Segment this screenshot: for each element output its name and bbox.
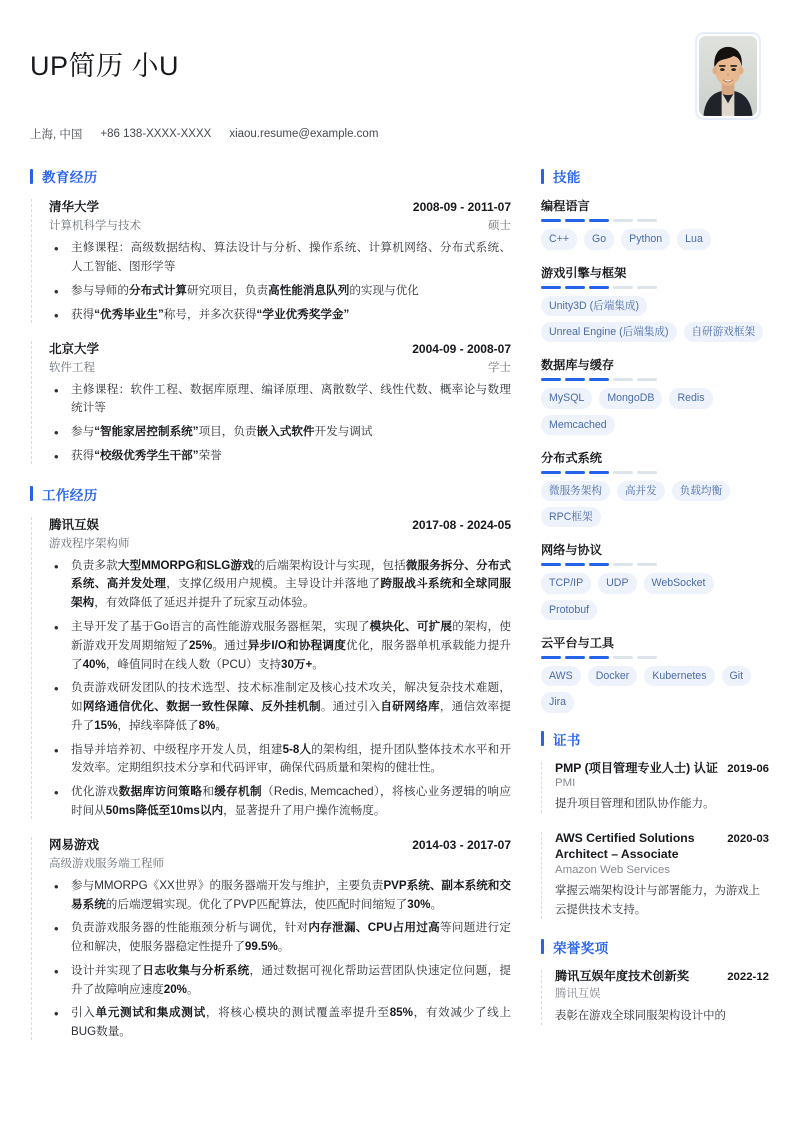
skill-level-dash-icon	[637, 286, 657, 289]
skill-tag: AWS	[541, 666, 581, 686]
header-text-block	[30, 32, 695, 142]
entry-date: 2019-06	[727, 762, 769, 775]
list-item: • 参与“智能家居控制系统”项目，负责嵌入式软件开发与调试	[49, 423, 511, 442]
entry-bullet-list	[49, 381, 511, 466]
entry-issuer: PMI	[555, 777, 576, 790]
skill-tag-list	[541, 573, 769, 620]
section-accent-bar-icon	[30, 486, 33, 501]
section-accent-bar-icon	[541, 731, 544, 746]
skill-tag: C++	[541, 229, 577, 249]
list-item: • 获得“校级优秀学生干部”荣誉	[49, 447, 511, 466]
section-awards	[541, 937, 769, 1027]
entry-bullet-list	[49, 239, 511, 324]
skill-group-label: 云平台与工具	[541, 636, 615, 651]
list-item: • 主修课程：软件工程、数据库原理、编译原理、离散数学、线性代数、概率论与数理统计等	[49, 381, 511, 419]
contact-line	[30, 126, 695, 142]
entry-issuer: Amazon Web Services	[555, 863, 671, 876]
avatar	[695, 32, 761, 120]
list-item: • 指导并培养初、中级程序开发人员，组建5-8人的架构组，提升团队整体技术水平和开发效率。定期组织技术分享和代码评审，确保代码质量和架构的健壮性。	[49, 741, 511, 779]
entry-issuer: 腾讯互娱	[555, 988, 601, 1001]
skill-level-dash-icon	[565, 286, 585, 289]
skill-level-dash-icon	[637, 471, 657, 474]
list-item: • 负责多款大型MMORPG和SLG游戏的后端架构设计与实现，包括微服务拆分、分布式系统、高并发处理，支撑亿级用户规模。主导设计并落地了跨服战斗系统和全球同服架构，有效降低了延迟并提升了玩家互动体验。	[49, 557, 511, 613]
section-header-certificates	[541, 729, 769, 749]
skill-tag: Unreal Engine (后端集成)	[541, 322, 677, 342]
skill-tag: Jira	[541, 692, 574, 712]
contact-location: 上海, 中国	[30, 129, 83, 142]
skill-group	[541, 449, 769, 528]
entry-description: 表彰在游戏全球同服架构设计中的	[555, 1010, 726, 1023]
entry-date: 2020-03	[727, 832, 769, 845]
list-item: • 参与MMORPG《XX世界》的服务器端开发与维护，主要负责PVP系统、副本系统和交易系统的后端逻辑实现。优化了PVP匹配算法，使匹配时间缩短了30%。	[49, 877, 511, 915]
skill-level-dash-icon	[637, 219, 657, 222]
skill-level-dash-icon	[589, 219, 609, 222]
skill-level-dash-icon	[541, 378, 561, 381]
section-title: 荣誉奖项	[553, 940, 609, 956]
entry-date: 2022-12	[727, 970, 769, 983]
skill-tag-list	[541, 296, 769, 343]
skill-group-label: 游戏引擎与框架	[541, 265, 627, 280]
skill-group	[541, 356, 769, 435]
skill-tag: Unity3D (后端集成)	[541, 296, 647, 316]
list-item: • 优化游戏数据库访问策略和缓存机制（Redis, Memcached），将核心业务逻辑的响应时间从50ms降低至10ms以内，显著提升了用户操作流畅度。	[49, 783, 511, 821]
section-title: 技能	[553, 170, 581, 186]
section-header-education	[30, 166, 511, 186]
skill-level-dash-icon	[589, 563, 609, 566]
skill-group	[541, 197, 769, 249]
skill-level-dash-icon	[613, 471, 633, 474]
skill-level-dash-icon	[541, 286, 561, 289]
entry-date: 2014-03 - 2017-07	[412, 837, 511, 852]
section-education	[30, 166, 511, 465]
entry-organization: 北京大学	[49, 341, 100, 356]
section-skills	[541, 166, 769, 712]
entry-title: 腾讯互娱年度技术创新奖	[555, 968, 690, 983]
certificate-entry	[541, 830, 769, 921]
entry-organization: 清华大学	[49, 200, 100, 215]
skill-level-dash-icon	[565, 563, 585, 566]
entry-bullet-list	[49, 557, 511, 821]
skill-tag: TCP/IP	[541, 573, 591, 593]
list-item: • 获得“优秀毕业生”称号，并多次获得“学业优秀奖学金”	[49, 306, 511, 325]
entry-role: 软件工程	[49, 361, 95, 374]
education-entry	[30, 339, 511, 466]
skill-level-dash-icon	[589, 471, 609, 474]
skill-tag: UDP	[598, 573, 636, 593]
list-item: • 主导开发了基于Go语言的高性能游戏服务器框架，实现了模块化、可扩展的架构，使新游戏开发周期缩短了25%。通过异步I/O和协程调度优化，服务器单机承载能力提升了40%，峰值同时在线人数（PCU）支持30万+。	[49, 618, 511, 674]
skill-level-dash-icon	[613, 286, 633, 289]
certificate-list	[541, 760, 769, 921]
skill-group-label: 分布式系统	[541, 450, 602, 465]
skill-tag: Redis	[669, 388, 712, 408]
skill-level-meter	[541, 563, 769, 566]
skill-level-dash-icon	[589, 378, 609, 381]
skill-level-dash-icon	[541, 656, 561, 659]
skill-level-dash-icon	[589, 656, 609, 659]
entry-bullet-list	[49, 877, 511, 1042]
entry-date: 2008-09 - 2011-07	[412, 200, 511, 215]
section-accent-bar-icon	[541, 939, 544, 954]
skill-tag-list	[541, 229, 769, 249]
skill-tag: 自研游戏框架	[684, 322, 764, 342]
entry-title: AWS Certified Solutions Architect – Associate	[555, 830, 695, 862]
skill-level-dash-icon	[613, 656, 633, 659]
entry-role: 高级游戏服务端工程师	[49, 857, 164, 870]
section-title: 工作经历	[42, 487, 98, 503]
section-accent-bar-icon	[541, 169, 544, 184]
entry-organization: 腾讯互娱	[49, 517, 100, 532]
skill-level-dash-icon	[637, 563, 657, 566]
list-item: • 引入单元测试和集成测试，将核心模块的测试覆盖率提升至85%，有效减少了线上BUG数量。	[49, 1004, 511, 1042]
entry-date: 2004-09 - 2008-07	[412, 341, 511, 356]
skill-level-dash-icon	[565, 219, 585, 222]
skill-tag: MySQL	[541, 388, 592, 408]
skill-tag: 负载均衡	[672, 481, 730, 501]
section-work-experience	[30, 484, 511, 1042]
skill-level-dash-icon	[637, 378, 657, 381]
skill-level-meter	[541, 219, 769, 222]
resume-header	[30, 18, 769, 142]
section-accent-bar-icon	[30, 169, 33, 184]
skill-level-dash-icon	[637, 656, 657, 659]
skill-tag-list	[541, 388, 769, 435]
skill-level-dash-icon	[541, 219, 561, 222]
entry-role: 游戏程序架构师	[49, 537, 130, 550]
education-entry	[30, 197, 511, 324]
skill-tag: Python	[621, 229, 670, 249]
list-item: • 负责游戏服务器的性能瓶颈分析与调优，针对内存泄漏、CPU占用过高等问题进行定位和解决，使服务器稳定性提升了99.5%。	[49, 919, 511, 957]
entry-description: 提升项目管理和团队协作能力。	[555, 798, 715, 811]
skill-group-label: 编程语言	[541, 199, 590, 214]
page-title: UP简历 小U	[30, 51, 180, 81]
section-header-skills	[541, 166, 769, 186]
list-item: • 参与导师的分布式计算研究项目，负责高性能消息队列的实现与优化	[49, 282, 511, 301]
entry-role: 计算机科学与技术	[49, 220, 141, 233]
skill-tag: Protobuf	[541, 600, 597, 620]
skill-level-meter	[541, 656, 769, 659]
section-title: 教育经历	[42, 170, 98, 186]
skill-tag-list	[541, 666, 769, 713]
right-column	[525, 166, 769, 1060]
skill-tag: 微服务架构	[541, 481, 610, 501]
resume-body	[30, 166, 769, 1060]
skill-level-dash-icon	[541, 471, 561, 474]
skill-tag: WebSocket	[644, 573, 714, 593]
skills-list	[541, 197, 769, 712]
skill-level-meter	[541, 378, 769, 381]
section-header-awards	[541, 937, 769, 957]
skill-tag: Git	[722, 666, 752, 686]
skill-tag: Memcached	[541, 415, 615, 435]
skill-tag: Lua	[677, 229, 711, 249]
entry-title: PMP (项目管理专业人士) 认证	[555, 760, 718, 775]
section-certificates	[541, 729, 769, 921]
skill-level-dash-icon	[565, 378, 585, 381]
entry-degree: 学士	[488, 361, 511, 374]
skill-level-meter	[541, 286, 769, 289]
entry-date: 2017-08 - 2024-05	[412, 517, 511, 532]
list-item: • 负责游戏研发团队的技术选型、技术标准制定及核心技术攻关，解决复杂技术难题，如网络通信优化、数据一致性保障、反外挂机制。通过引入自研网络库，通信效率提升了15%，掉线率降低了8%。	[49, 679, 511, 735]
contact-email: xiaou.resume@example.com	[229, 128, 379, 141]
skill-group-label: 数据库与缓存	[541, 358, 615, 373]
skill-tag: Kubernetes	[644, 666, 714, 686]
contact-phone: +86 138-XXXX-XXXX	[100, 128, 212, 141]
skill-group	[541, 541, 769, 620]
work-entry	[30, 515, 511, 821]
skill-level-dash-icon	[565, 656, 585, 659]
skill-tag: Docker	[588, 666, 638, 686]
skill-group-label: 网络与协议	[541, 543, 602, 558]
skill-level-dash-icon	[613, 219, 633, 222]
left-column	[30, 166, 525, 1060]
skill-group	[541, 634, 769, 713]
skill-tag: 高并发	[617, 481, 665, 501]
skill-tag: Go	[584, 229, 614, 249]
entry-description: 掌握云端架构设计与部署能力，为游戏上云提供技术支持。	[555, 884, 761, 917]
skill-tag: MongoDB	[599, 388, 662, 408]
award-entry	[541, 968, 769, 1027]
skill-group	[541, 264, 769, 343]
skill-tag: RPC框架	[541, 507, 601, 527]
list-item: • 主修课程：高级数据结构、算法设计与分析、操作系统、计算机网络、分布式系统、人工智能、图形学等	[49, 239, 511, 277]
skill-level-meter	[541, 471, 769, 474]
skill-level-dash-icon	[541, 563, 561, 566]
work-entry	[30, 835, 511, 1042]
portrait-photo-icon	[699, 36, 757, 116]
skill-level-dash-icon	[613, 563, 633, 566]
section-title: 证书	[553, 732, 581, 748]
section-header-work	[30, 484, 511, 504]
award-list	[541, 968, 769, 1027]
entry-organization: 网易游戏	[49, 837, 100, 852]
skill-level-dash-icon	[589, 286, 609, 289]
entry-degree: 硕士	[488, 220, 511, 233]
skill-level-dash-icon	[613, 378, 633, 381]
skill-tag-list	[541, 481, 769, 528]
list-item: • 设计并实现了日志收集与分析系统，通过数据可视化帮助运营团队快速定位问题，提升了故障响应速度20%。	[49, 962, 511, 1000]
certificate-entry	[541, 760, 769, 815]
skill-level-dash-icon	[565, 471, 585, 474]
